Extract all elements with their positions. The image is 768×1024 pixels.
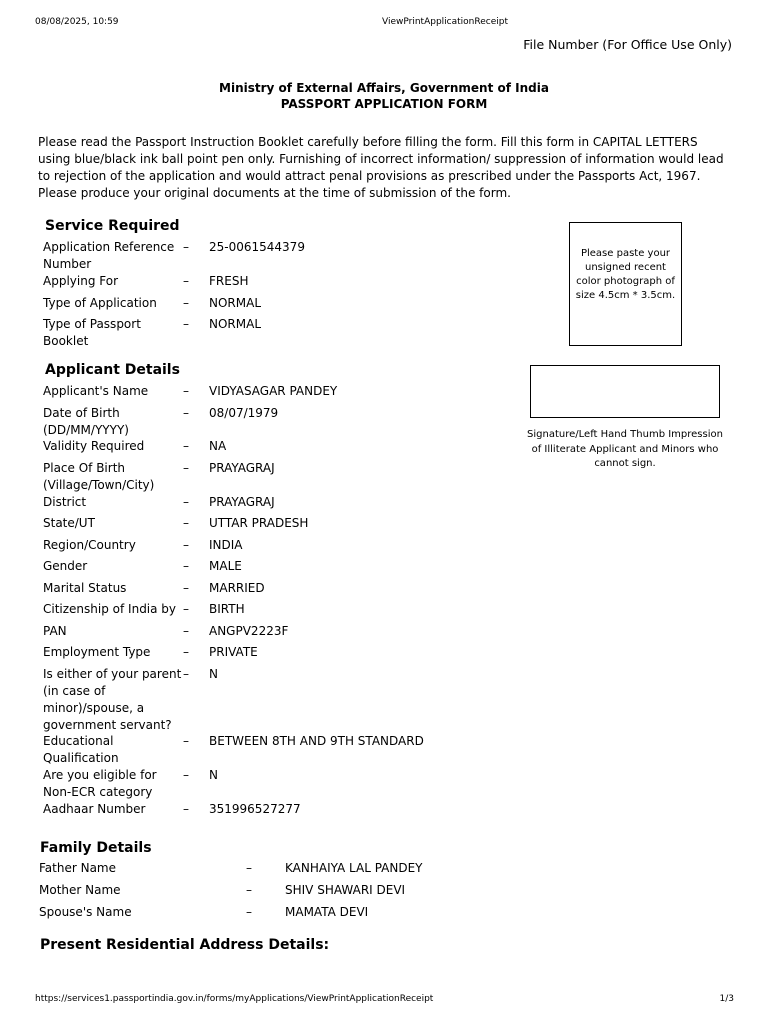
field-value: BETWEEN 8TH AND 9TH STANDARD xyxy=(209,734,424,748)
field-row xyxy=(43,537,463,554)
field-label: Marital Status xyxy=(43,581,127,595)
field-row xyxy=(43,601,463,618)
field-row xyxy=(43,666,463,734)
field-separator: – xyxy=(183,439,189,453)
applicant-details-heading: Applicant Details xyxy=(45,362,180,378)
field-label: Date of Birth (DD/MM/YYYY) xyxy=(43,406,129,437)
field-value: MAMATA DEVI xyxy=(285,905,369,919)
field-separator: – xyxy=(183,624,189,638)
field-row xyxy=(43,295,443,312)
field-value: N xyxy=(209,667,218,681)
field-value: UTTAR PRADESH xyxy=(209,516,309,530)
field-label: Educational Qualification xyxy=(43,734,119,765)
field-row xyxy=(43,438,463,455)
form-title: PASSPORT APPLICATION FORM xyxy=(280,97,488,111)
photo-placeholder xyxy=(569,222,682,346)
field-label: Aadhaar Number xyxy=(43,802,146,816)
print-url: https://services1.passportindia.gov.in/forms/myApplications/ViewPrintApplicationReceipt xyxy=(35,994,434,1004)
residential-address-heading: Present Residential Address Details: xyxy=(40,937,330,953)
field-value: INDIA xyxy=(209,538,243,552)
field-label: Father Name xyxy=(39,861,116,875)
field-row xyxy=(39,882,519,899)
field-separator: – xyxy=(183,768,189,782)
field-separator: – xyxy=(183,495,189,509)
field-separator: – xyxy=(183,317,189,331)
field-row xyxy=(43,623,463,640)
field-row xyxy=(43,733,463,767)
field-value: MALE xyxy=(209,559,242,573)
field-value: ANGPV2223F xyxy=(209,624,289,638)
family-details-heading: Family Details xyxy=(40,840,152,856)
field-value: VIDYASAGAR PANDEY xyxy=(209,384,338,398)
field-value: SHIV SHAWARI DEVI xyxy=(285,883,406,897)
field-label: PAN xyxy=(43,624,67,638)
field-separator: – xyxy=(183,240,189,254)
field-value: FRESH xyxy=(209,274,249,288)
field-value: BIRTH xyxy=(209,602,245,616)
field-label: Place Of Birth (Village/Town/City) xyxy=(43,461,155,492)
field-separator: – xyxy=(183,734,189,748)
field-separator: – xyxy=(183,461,189,475)
field-value: NA xyxy=(209,439,227,453)
field-row xyxy=(43,644,463,661)
field-label: State/UT xyxy=(43,516,95,530)
field-label: Are you eligible for Non-ECR category xyxy=(43,768,157,799)
field-label: Spouse's Name xyxy=(39,905,132,919)
field-row xyxy=(43,515,463,532)
field-value: 351996527277 xyxy=(209,802,301,816)
field-separator: – xyxy=(183,802,189,816)
field-label: Region/Country xyxy=(43,538,136,552)
field-row xyxy=(39,904,519,921)
print-page-number: 1/3 xyxy=(719,994,734,1004)
field-row xyxy=(43,316,443,350)
file-number-label: File Number (For Office Use Only) xyxy=(523,37,732,52)
field-value: 25-0061544379 xyxy=(209,240,305,254)
field-separator: – xyxy=(183,274,189,288)
field-row xyxy=(43,383,463,400)
signature-instructions: Signature/Left Hand Thumb Impression of Illiterate Applicant and Minors who cannot sign. xyxy=(527,429,723,469)
field-row xyxy=(43,801,463,818)
field-separator: – xyxy=(183,602,189,616)
photo-instructions: Please paste your unsigned recent color photograph of size 4.5cm * 3.5cm. xyxy=(575,248,676,301)
field-label: Application Reference Number xyxy=(43,240,175,271)
field-row xyxy=(43,494,463,511)
field-value: KANHAIYA LAL PANDEY xyxy=(285,861,423,875)
field-separator: – xyxy=(246,905,252,919)
field-row xyxy=(43,273,443,290)
field-row xyxy=(43,405,463,439)
field-separator: – xyxy=(183,667,189,681)
field-label: Is either of your parent (in case of minor)/spouse, a government servant? xyxy=(43,667,182,732)
signature-box xyxy=(530,365,720,418)
field-value: PRAYAGRAJ xyxy=(209,461,275,475)
field-separator: – xyxy=(183,406,189,420)
field-value: NORMAL xyxy=(209,317,262,331)
field-separator: – xyxy=(183,384,189,398)
field-separator: – xyxy=(183,581,189,595)
field-label: Applicant's Name xyxy=(43,384,149,398)
field-separator: – xyxy=(183,538,189,552)
field-label: District xyxy=(43,495,87,509)
field-value: MARRIED xyxy=(209,581,265,595)
instructions-paragraph: Please read the Passport Instruction Booklet carefully before filling the form. Fill this form in CAPITAL LETTERS using blue/black ink ball point pen only. Furnishing of incorrect information/ suppression of information would lead to rejection of the application and would attract penal provisions as prescribed under the Passports Act, 1967. Please produce your original documents at the time of submission of the form. xyxy=(38,135,724,200)
field-value: PRIVATE xyxy=(209,645,258,659)
field-value: 08/07/1979 xyxy=(209,406,279,420)
field-row xyxy=(43,580,463,597)
field-separator: – xyxy=(183,296,189,310)
field-row xyxy=(43,460,463,494)
field-label: Employment Type xyxy=(43,645,151,659)
print-page-title: ViewPrintApplicationReceipt xyxy=(382,17,508,27)
field-row xyxy=(43,558,463,575)
field-row xyxy=(43,239,443,273)
field-row xyxy=(39,860,519,877)
service-required-heading: Service Required xyxy=(45,218,180,234)
field-label: Type of Passport Booklet xyxy=(43,317,141,348)
field-separator: – xyxy=(183,516,189,530)
field-value: NORMAL xyxy=(209,296,262,310)
field-separator: – xyxy=(246,883,252,897)
field-label: Validity Required xyxy=(43,439,145,453)
field-separator: – xyxy=(183,645,189,659)
field-label: Mother Name xyxy=(39,883,121,897)
field-row xyxy=(43,767,463,801)
field-label: Applying For xyxy=(43,274,118,288)
field-separator: – xyxy=(183,559,189,573)
field-separator: – xyxy=(246,861,252,875)
ministry-heading: Ministry of External Affairs, Government of India xyxy=(219,81,549,95)
field-value: PRAYAGRAJ xyxy=(209,495,275,509)
print-datetime: 08/08/2025, 10:59 xyxy=(35,17,119,27)
field-label: Type of Application xyxy=(43,296,157,310)
field-label: Gender xyxy=(43,559,88,573)
field-value: N xyxy=(209,768,218,782)
field-label: Citizenship of India by xyxy=(43,602,177,616)
